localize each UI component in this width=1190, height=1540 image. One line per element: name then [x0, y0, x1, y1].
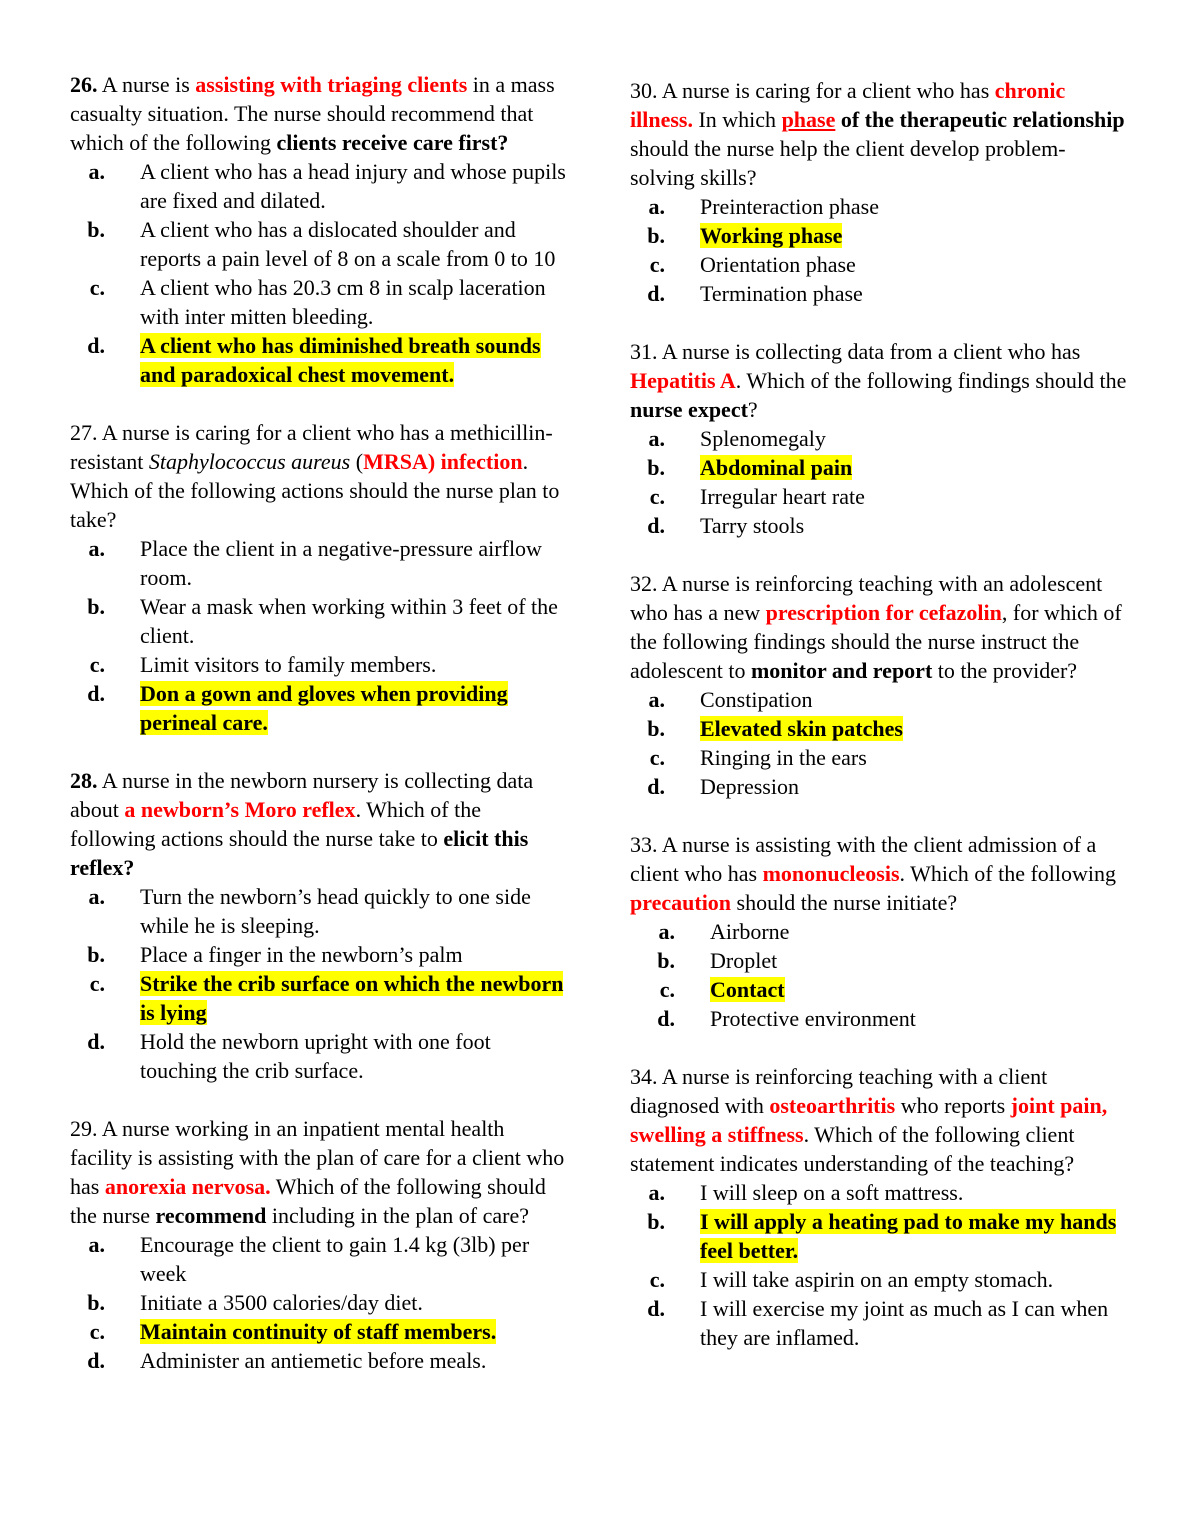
highlighted-answer: Working phase	[700, 223, 843, 248]
key-phrase: mononucleosis	[762, 861, 900, 886]
option-letter: c.	[89, 1319, 105, 1344]
option-letter: b.	[647, 455, 665, 480]
option-letter: d.	[87, 1348, 105, 1373]
question-number: 30.	[630, 78, 658, 103]
option-text: Tarry stools	[700, 513, 805, 538]
stem-text: . Which of the following findings should the	[735, 368, 1127, 393]
question-28-stem	[70, 766, 568, 882]
option-text: Wear a mask when working within 3 feet of the client.	[140, 594, 558, 648]
option-letter: a.	[88, 1232, 105, 1257]
option-letter: b.	[647, 1209, 665, 1234]
option-text: A client who has a head injury and whose pupils are fixed and dilated.	[140, 159, 566, 213]
highlighted-answer: Don a gown and gloves when providing perineal care.	[140, 681, 508, 735]
key-phrase-bold: nurse expect	[630, 397, 748, 422]
option-letter: d.	[647, 1296, 665, 1321]
question-33	[630, 830, 1128, 1033]
option-letter: d.	[647, 774, 665, 799]
option-a	[630, 424, 1128, 453]
key-phrase: osteoarthritis	[769, 1093, 896, 1118]
option-d	[630, 1004, 1128, 1033]
stem-text: . Which of the following client statement indicates understanding of the teaching?	[630, 1122, 1075, 1176]
option-text: Hold the newborn upright with one foot touching the crib surface.	[140, 1029, 491, 1083]
question-number: 29.	[70, 1116, 98, 1141]
option-letter: c.	[89, 275, 105, 300]
question-29-stem	[70, 1114, 568, 1230]
option-letter: b.	[647, 223, 665, 248]
question-26	[70, 70, 568, 389]
key-phrase: joint pain, swelling a stiffness	[630, 1093, 1108, 1147]
key-phrase-underlined: phase	[781, 107, 836, 132]
options-list	[630, 685, 1128, 801]
stem-text: should the nurse help the client develop problem-solving skills?	[630, 136, 1066, 190]
question-number: 27.	[70, 420, 98, 445]
option-text: Protective environment	[710, 1006, 916, 1031]
option-d	[630, 279, 1128, 308]
question-number: 33.	[630, 832, 658, 857]
question-32-stem	[630, 569, 1128, 685]
option-text: Droplet	[710, 948, 778, 973]
option-text: Place a finger in the newborn’s palm	[140, 942, 463, 967]
option-letter: a.	[648, 194, 665, 219]
option-c	[630, 250, 1128, 279]
option-text: Initiate a 3500 calories/day diet.	[140, 1290, 423, 1315]
option-d	[70, 1027, 568, 1085]
option-d-correct	[70, 331, 568, 389]
key-phrase: precaution	[630, 890, 732, 915]
option-text: Encourage the client to gain 1.4 kg (3lb) per week	[140, 1232, 530, 1286]
option-d-correct	[70, 679, 568, 737]
stem-text: who reports	[895, 1093, 1011, 1118]
key-phrase-bold: of the therapeutic relationship	[835, 107, 1125, 132]
option-c-correct	[70, 1317, 568, 1346]
right-column	[630, 76, 1128, 1352]
question-31	[630, 337, 1128, 540]
option-c-correct	[630, 975, 1128, 1004]
stem-italic: Staphylococcus aureus	[148, 449, 351, 474]
option-a	[630, 917, 1128, 946]
options-list	[630, 1178, 1128, 1352]
question-number: 34.	[630, 1064, 658, 1089]
option-text: A client who has 20.3 cm 8 in scalp laceration with inter mitten bleeding.	[140, 275, 546, 329]
key-phrase: prescription for cefazolin	[765, 600, 1002, 625]
option-b-correct	[630, 714, 1128, 743]
stem-text: A nurse is caring for a client who has a methicillin-resistant	[70, 420, 553, 474]
option-letter: c.	[89, 652, 105, 677]
stem-text: to the provider?	[932, 658, 1078, 683]
option-text: Termination phase	[700, 281, 863, 306]
option-letter: d.	[647, 281, 665, 306]
key-phrase: assisting with triaging clients	[195, 72, 468, 97]
stem-text: . Which of the following actions should the nurse take to	[70, 797, 482, 851]
option-text: A client who has a dislocated shoulder and reports a pain level of 8 on a scale from 0 to 10	[140, 217, 556, 271]
stem-text: A nurse is reinforcing teaching with a client diagnosed with	[630, 1064, 1048, 1118]
option-letter: d.	[87, 333, 105, 358]
stem-text: in a mass casualty situation. The nurse should recommend that which of the following	[70, 72, 555, 155]
highlighted-answer: Elevated skin patches	[700, 716, 903, 741]
question-30-stem	[630, 76, 1128, 192]
option-text: Limit visitors to family members.	[140, 652, 437, 677]
stem-text: A nurse is assisting with the client admission of a client who has	[630, 832, 1097, 886]
option-text: I will exercise my joint as much as I can when they are inflamed.	[700, 1296, 1109, 1350]
question-29	[70, 1114, 568, 1375]
option-letter: a.	[648, 687, 665, 712]
question-26-stem	[70, 70, 568, 157]
stem-text: A nurse is	[101, 72, 196, 97]
option-a	[70, 1230, 568, 1288]
option-d	[630, 772, 1128, 801]
option-letter: d.	[87, 1029, 105, 1054]
key-phrase: a newborn’s Moro reflex	[124, 797, 356, 822]
option-text: Orientation phase	[700, 252, 856, 277]
option-text: Airborne	[710, 919, 790, 944]
option-text: Turn the newborn’s head quickly to one side while he is sleeping.	[140, 884, 531, 938]
option-letter: b.	[647, 716, 665, 741]
key-phrase-bold: monitor and report	[750, 658, 933, 683]
question-34	[630, 1062, 1128, 1352]
option-letter: c.	[89, 971, 105, 996]
option-a	[70, 157, 568, 215]
option-letter: a.	[88, 884, 105, 909]
option-c	[630, 743, 1128, 772]
option-b	[70, 592, 568, 650]
stem-text: A nurse is caring for a client who has	[657, 78, 995, 103]
key-phrase: Hepatitis A	[630, 368, 736, 393]
stem-text: should the nurse initiate?	[731, 890, 958, 915]
option-text: I will take aspirin on an empty stomach.	[700, 1267, 1054, 1292]
stem-text: In which	[692, 107, 782, 132]
stem-text: including in the plan of care?	[266, 1203, 530, 1228]
question-31-stem	[630, 337, 1128, 424]
question-number: 31.	[630, 339, 658, 364]
stem-text: ?	[747, 397, 758, 422]
option-c	[630, 1265, 1128, 1294]
option-letter: b.	[87, 1290, 105, 1315]
option-letter: a.	[88, 536, 105, 561]
stem-text: . Which of the following actions should the nurse plan to take?	[70, 449, 560, 532]
highlighted-answer: Strike the crib surface on which the newborn is lying	[140, 971, 564, 1025]
options-list	[70, 157, 568, 389]
key-phrase-bold: elicit this reflex?	[70, 826, 529, 880]
option-b	[70, 215, 568, 273]
option-letter: a.	[648, 426, 665, 451]
stem-text: A nurse is reinforcing teaching with an adolescent who has a new	[630, 571, 1103, 625]
option-b	[70, 940, 568, 969]
stem-text: (	[355, 449, 364, 474]
question-27-stem	[70, 418, 568, 534]
stem-text: . Which of the following	[899, 861, 1117, 886]
question-34-stem	[630, 1062, 1128, 1178]
option-a	[70, 534, 568, 592]
option-b-correct	[630, 453, 1128, 482]
option-letter: d.	[657, 1006, 675, 1031]
key-phrase: anorexia nervosa.	[104, 1174, 271, 1199]
option-a	[630, 685, 1128, 714]
option-text: Irregular heart rate	[700, 484, 865, 509]
option-letter: c.	[649, 252, 665, 277]
option-b-correct	[630, 221, 1128, 250]
stem-text: A nurse is collecting data from a client who has	[657, 339, 1081, 364]
option-letter: c.	[649, 484, 665, 509]
stem-text: Which of the following should the nurse	[70, 1174, 546, 1228]
option-letter: c.	[659, 977, 675, 1002]
question-27	[70, 418, 568, 737]
option-letter: d.	[647, 513, 665, 538]
options-list	[70, 882, 568, 1085]
options-list	[70, 534, 568, 737]
option-a	[630, 192, 1128, 221]
key-phrase: chronic illness.	[630, 78, 1066, 132]
option-c-correct	[70, 969, 568, 1027]
question-number: 26.	[70, 72, 98, 97]
option-letter: a.	[88, 159, 105, 184]
options-list	[630, 917, 1128, 1033]
question-33-stem	[630, 830, 1128, 917]
options-list	[630, 192, 1128, 308]
option-a	[70, 882, 568, 940]
question-30	[630, 76, 1128, 308]
option-letter: b.	[87, 217, 105, 242]
option-letter: b.	[87, 594, 105, 619]
option-text: Place the client in a negative-pressure airflow room.	[140, 536, 542, 590]
stem-text: A nurse working in an inpatient mental health facility is assisting with the plan of care for a client who has	[70, 1116, 565, 1199]
highlighted-answer: Abdominal pain	[700, 455, 853, 480]
highlighted-answer: Contact	[710, 977, 785, 1002]
option-text: Splenomegaly	[700, 426, 826, 451]
option-c	[630, 482, 1128, 511]
option-b	[630, 946, 1128, 975]
left-column	[70, 70, 568, 1375]
option-letter: b.	[657, 948, 675, 973]
option-text: Administer an antiemetic before meals.	[140, 1348, 487, 1373]
option-text: Ringing in the ears	[700, 745, 867, 770]
option-d	[70, 1346, 568, 1375]
option-letter: c.	[649, 745, 665, 770]
option-b-correct	[630, 1207, 1128, 1265]
highlighted-answer: A client who has diminished breath sounds and paradoxical chest movement.	[140, 333, 541, 387]
option-letter: c.	[649, 1267, 665, 1292]
option-letter: a.	[648, 1180, 665, 1205]
option-text: Constipation	[700, 687, 813, 712]
option-letter: b.	[87, 942, 105, 967]
option-letter: a.	[658, 919, 675, 944]
options-list	[630, 424, 1128, 540]
key-phrase-bold: clients receive care first?	[276, 130, 509, 155]
question-number: 32.	[630, 571, 658, 596]
option-text: Preinteraction phase	[700, 194, 879, 219]
option-c	[70, 650, 568, 679]
option-a	[630, 1178, 1128, 1207]
question-32	[630, 569, 1128, 801]
options-list	[70, 1230, 568, 1375]
option-d	[630, 1294, 1128, 1352]
key-phrase-bold: recommend	[155, 1203, 267, 1228]
stem-text: A nurse in the newborn nursery is collecting data about	[70, 768, 534, 822]
option-text: Depression	[700, 774, 799, 799]
question-28	[70, 766, 568, 1085]
stem-text: , for which of the following findings should the nurse instruct the adolescent to	[630, 600, 1122, 683]
key-phrase: MRSA) infection	[363, 449, 523, 474]
option-d	[630, 511, 1128, 540]
option-text: I will sleep on a soft mattress.	[700, 1180, 964, 1205]
option-letter: d.	[87, 681, 105, 706]
question-number: 28.	[70, 768, 98, 793]
highlighted-answer: Maintain continuity of staff members.	[140, 1319, 497, 1344]
option-c	[70, 273, 568, 331]
option-b	[70, 1288, 568, 1317]
highlighted-answer: I will apply a heating pad to make my hands feel better.	[700, 1209, 1117, 1263]
